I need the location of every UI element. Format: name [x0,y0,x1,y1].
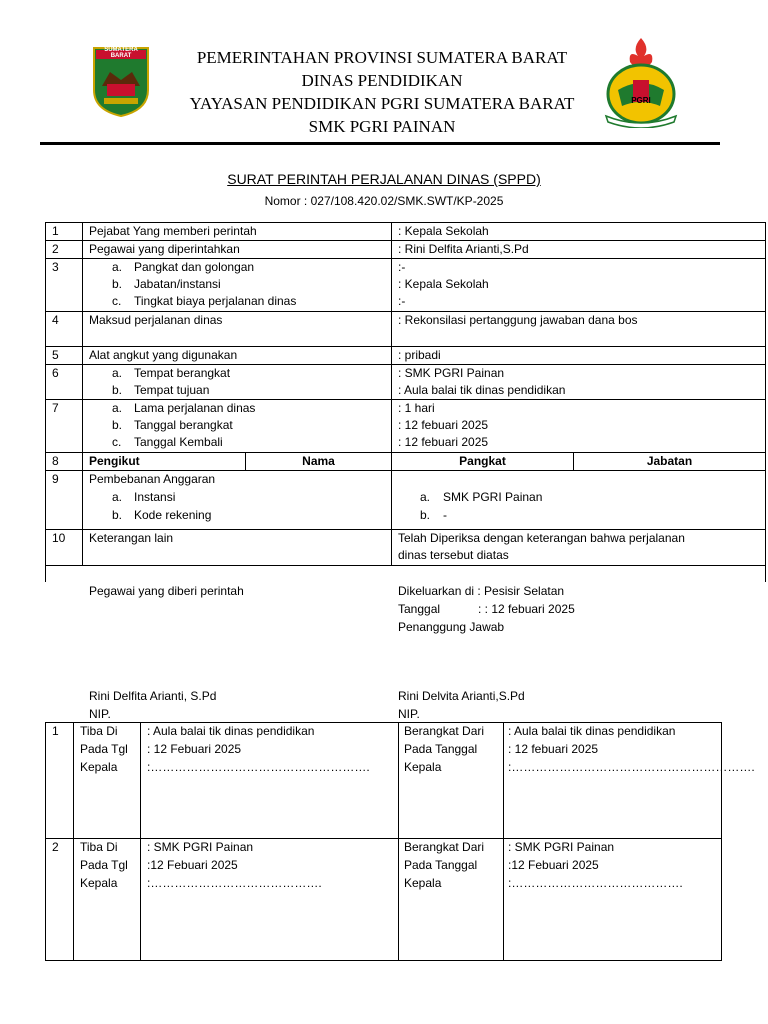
signature-date-value: : : 12 febuari 2025 [478,602,575,616]
travel-row-1-depart-label: Berangkat Dari [404,724,485,738]
row-9b-marker: b. [112,508,123,522]
header-line-1: PEMERINTAHAN PROVINSI SUMATERA BARAT [196,48,568,67]
travel-row-2-number: 2 [52,840,59,854]
travel-row-2-date-value: :12 Febuari 2025 [147,858,238,872]
travel-row-1-arrive-label: Tiba Di [80,724,118,738]
travel-row-1-date-value: : 12 Febuari 2025 [147,742,242,756]
row-6a-label: Tempat berangkat [134,366,231,380]
signature-right-name: Rini Delvita Arianti,S.Pd [398,689,525,703]
travel-row-2-depart-label: Berangkat Dari [404,840,485,854]
signature-right-caption: Penanggung Jawab [398,620,505,634]
row-10-value-line-2: dinas tersebut diatas [398,548,509,562]
row-9a-label: Instansi [134,490,176,504]
travel-row-2-depart-date-label: Pada Tanggal [404,858,478,872]
header-divider [40,142,720,145]
row-8-header-nama: Nama [302,454,335,468]
row-3a-marker: a. [112,260,123,274]
row-7a-label: Lama perjalanan dinas [134,401,256,415]
row-3c-marker: c. [112,294,122,308]
signature-date-label: Tanggal [398,602,441,616]
travel-row-1-depart-date-label: Pada Tanggal [404,742,478,756]
row-7c-label: Tanggal Kembali [134,435,223,449]
signature-issued-at: Dikeluarkan di : Pesisir Selatan [398,584,565,598]
travel-row-1-depart-value: : Aula balai tik dinas pendidikan [508,724,676,738]
travel-row-2-head-value: :……………………………………. [147,876,322,890]
row-7b-value: : 12 febuari 2025 [398,418,489,432]
row-3b-marker: b. [112,277,123,291]
row-6b-value: : Aula balai tik dinas pendidikan [398,383,566,397]
signature-left-caption: Pegawai yang diberi perintah [89,584,244,598]
row-7c-value: : 12 febuari 2025 [398,435,489,449]
row-7c-marker: c. [112,435,122,449]
logo-right-text: PGRI [631,96,651,105]
row-1-label: Pejabat Yang memberi perintah [89,224,257,238]
row-8-number: 8 [52,454,59,468]
logo-left-text: SUMATERA BARAT [104,47,138,59]
row-5-number: 5 [52,348,59,362]
row-7b-label: Tanggal berangkat [134,418,233,432]
row-4-number: 4 [52,313,59,327]
row-9b-value-marker: b. [420,508,431,522]
travel-row-2-arrive-value: : SMK PGRI Painan [147,840,254,854]
row-8-header-pengikut: Pengikut [89,454,140,468]
row-9-number: 9 [52,472,59,486]
row-9a-value-marker: a. [420,490,431,504]
row-2-label: Pegawai yang diperintahkan [89,242,240,256]
travel-row-1-arrive-value: : Aula balai tik dinas pendidikan [147,724,315,738]
row-3c-label: Tingkat biaya perjalanan dinas [134,294,297,308]
row-3c-value: :- [398,294,406,308]
travel-row-1-head-value: :………………………………………………. [147,760,370,774]
row-3a-label: Pangkat dan golongan [134,260,255,274]
row-7a-value: : 1 hari [398,401,435,415]
row-1-value: : Kepala Sekolah [398,224,489,238]
travel-row-1-date-label: Pada Tgl [80,742,128,756]
row-10-number: 10 [52,531,66,545]
row-2-number: 2 [52,242,59,256]
row-9a-marker: a. [112,490,123,504]
row-8-header-jabatan: Jabatan [646,454,693,468]
travel-row-1-head-label: Kepala [80,760,118,774]
travel-row-2-head-label: Kepala [80,876,118,890]
row-5-label: Alat angkut yang digunakan [89,348,238,362]
row-8-header-pangkat: Pangkat [459,454,506,468]
row-2-value: : Rini Delfita Arianti,S.Pd [398,242,529,256]
row-4-value: : Rekonsilasi pertanggung jawaban dana bos [398,313,638,327]
row-10-value-line-1: Telah Diperiksa dengan keterangan bahwa perjalanan [398,531,685,545]
row-6b-label: Tempat tujuan [134,383,210,397]
row-10-label: Keterangan lain [89,531,174,545]
row-9b-label: Kode rekening [134,508,212,522]
row-3a-value: :- [398,260,406,274]
signature-left-name: Rini Delfita Arianti, S.Pd [89,689,217,703]
travel-row-2-depart-head-value: :……………………………………. [508,876,683,890]
document-number: Nomor : 027/108.420.02/SMK.SWT/KP-2025 [264,194,504,208]
signature-left-nip: NIP. [89,707,111,721]
row-6b-marker: b. [112,383,123,397]
row-9a-value: SMK PGRI Painan [443,490,543,504]
row-3b-label: Jabatan/instansi [134,277,221,291]
travel-row-2-arrive-label: Tiba Di [80,840,118,854]
row-6-number: 6 [52,366,59,380]
header-line-2: DINAS PENDIDIKAN [301,71,463,90]
document-title: SURAT PERINTAH PERJALANAN DINAS (SPPD) [227,171,541,187]
travel-row-1-depart-head-value: :……………………………………………………. [508,760,755,774]
row-1-number: 1 [52,224,59,238]
travel-row-2-depart-date-value: :12 Febuari 2025 [508,858,599,872]
travel-row-2-depart-value: : SMK PGRI Painan [508,840,615,854]
header-line-3: YAYASAN PENDIDIKAN PGRI SUMATERA BARAT [189,94,575,113]
row-5-value: : pribadi [398,348,441,362]
row-7b-marker: b. [112,418,123,432]
header-line-4: SMK PGRI PAINAN [308,117,456,136]
travel-row-1-depart-date-value: : 12 febuari 2025 [508,742,599,756]
travel-row-2-depart-head-label: Kepala [404,876,442,890]
row-7a-marker: a. [112,401,123,415]
travel-row-1-number: 1 [52,724,59,738]
travel-row-1-depart-head-label: Kepala [404,760,442,774]
signature-right-nip: NIP. [398,707,420,721]
row-6a-marker: a. [112,366,123,380]
row-6a-value: : SMK PGRI Painan [398,366,505,380]
row-3b-value: : Kepala Sekolah [398,277,489,291]
travel-row-2-date-label: Pada Tgl [80,858,128,872]
row-9b-value: - [443,508,447,522]
row-4-label: Maksud perjalanan dinas [89,313,223,327]
row-7-number: 7 [52,401,59,415]
row-9-label: Pembebanan Anggaran [89,472,216,486]
row-3-number: 3 [52,260,59,274]
